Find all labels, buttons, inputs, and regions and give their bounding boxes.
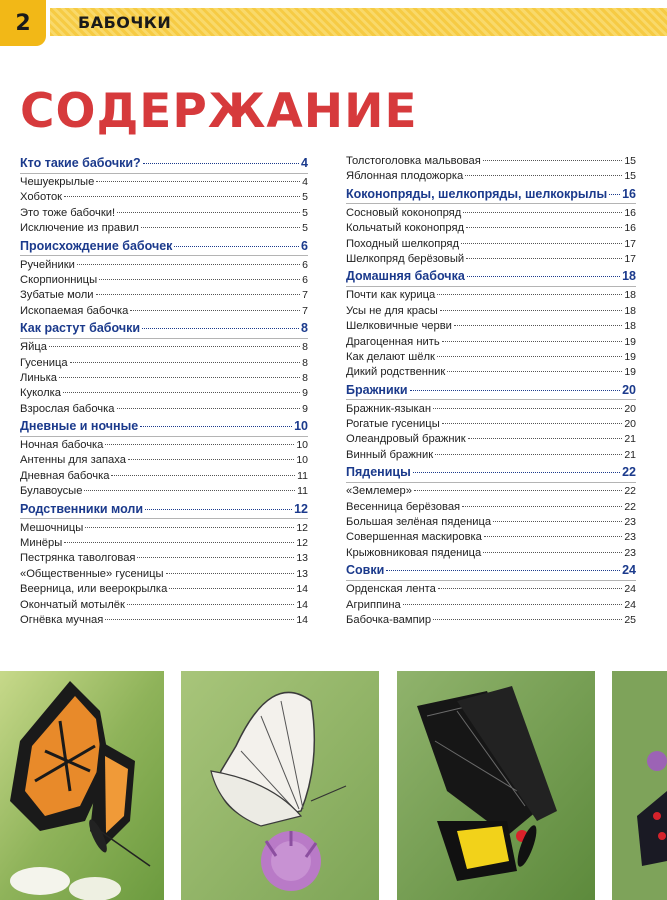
toc-leader-dots: [169, 588, 294, 589]
toc-leader-dots: [59, 377, 300, 378]
toc-section: [20, 418, 308, 437]
toc-page-number: 21: [624, 448, 636, 461]
toc-entry-title: Усы не для красы: [346, 304, 438, 317]
photo-burnet-moth: [612, 671, 667, 900]
toc-page-number: 19: [624, 350, 636, 363]
toc-entry: [346, 253, 636, 268]
toc-page-number: 23: [624, 531, 636, 544]
toc-entry-title: Коконопряды, шелкопряды, шелкокрылы: [346, 186, 608, 201]
toc-entry: [20, 614, 308, 629]
toc-page-number: 5: [302, 222, 308, 235]
toc-entry-title: Ручейники: [20, 258, 75, 271]
toc-entry: [20, 207, 308, 222]
toc-entry-title: Толстоголовка мальвовая: [346, 155, 481, 167]
toc-page-number: 15: [624, 155, 636, 167]
toc-page-number: 8: [302, 371, 308, 384]
toc-section: [20, 320, 308, 339]
toc-entry: [20, 372, 308, 387]
toc-leader-dots: [609, 194, 620, 195]
toc-entry-title: Рогатые гусеницы: [346, 418, 440, 431]
toc-leader-dots: [105, 619, 294, 620]
toc-leader-dots: [84, 490, 295, 491]
toc-leader-dots: [484, 536, 622, 537]
toc-entry-title: Пяденицы: [346, 465, 411, 480]
toc-entry-title: Совки: [346, 563, 385, 578]
toc-leader-dots: [442, 341, 623, 342]
toc-page-number: 16: [622, 186, 636, 201]
toc-leader-dots: [413, 472, 620, 473]
toc-section: [346, 268, 636, 287]
toc-entry-title: Булавоусые: [20, 485, 83, 498]
toc-entry: [20, 552, 308, 567]
toc-leader-dots: [117, 212, 300, 213]
toc-leader-dots: [141, 227, 300, 228]
toc-entry-title: Большая зелёная пяденица: [346, 516, 492, 529]
toc-page-number: 23: [624, 546, 636, 559]
toc-leader-dots: [435, 454, 622, 455]
toc-column-right: [346, 155, 636, 629]
toc-entry-title: Шелковичные черви: [346, 320, 452, 333]
toc-entry-title: Бражники: [346, 382, 408, 397]
toc-entry-title: Пестрянка таволговая: [20, 552, 136, 565]
toc-entry: [346, 583, 636, 598]
toc-leader-dots: [483, 160, 623, 161]
toc-entry: [346, 351, 636, 366]
toc-page-number: 20: [624, 402, 636, 415]
toc-entry-title: Совершенная маскировка: [346, 531, 482, 544]
toc-leader-dots: [64, 196, 300, 197]
toc-leader-dots: [414, 490, 622, 491]
toc-leader-dots: [166, 573, 295, 574]
toc-leader-dots: [467, 276, 620, 277]
toc-page-number: 9: [302, 387, 308, 400]
toc-section: [346, 382, 636, 401]
toc-entry-title: Хоботок: [20, 191, 63, 204]
toc-page-number: 16: [624, 206, 636, 219]
toc-entry: [20, 568, 308, 583]
toc-entry: [346, 614, 636, 629]
toc-leader-dots: [468, 438, 623, 439]
toc-entry-title: Минёры: [20, 537, 63, 550]
toc-page-number: 21: [624, 433, 636, 446]
toc-column-left: [20, 155, 308, 629]
toc-entry-title: Мешочницы: [20, 521, 84, 534]
toc-entry: [346, 238, 636, 253]
toc-leader-dots: [77, 264, 300, 265]
toc-page-number: 10: [294, 419, 308, 434]
toc-leader-dots: [483, 552, 622, 553]
toc-page-number: 18: [624, 320, 636, 333]
toc-entry: [20, 599, 308, 614]
toc-entry-title: Сосновый коконопряд: [346, 206, 462, 219]
toc-page-number: 19: [624, 366, 636, 379]
toc-entry-title: Дневные и ночные: [20, 419, 139, 434]
toc-page-number: 10: [296, 454, 308, 467]
toc-page-number: 14: [296, 598, 308, 611]
toc-entry: [20, 305, 308, 320]
toc-entry-title: Олеандровый бражник: [346, 433, 466, 446]
toc-entry: [346, 516, 636, 531]
toc-entry: [346, 289, 636, 304]
toc-leader-dots: [142, 328, 299, 329]
photo-black-swallowtail: [397, 671, 595, 900]
toc-page-number: 7: [302, 289, 308, 302]
toc-page-number: 18: [624, 304, 636, 317]
toc-entry-title: Гусеница: [20, 356, 68, 369]
toc-leader-dots: [433, 619, 622, 620]
toc-page-number: 6: [302, 273, 308, 286]
toc-page-number: 16: [624, 222, 636, 235]
toc-page-number: 4: [301, 156, 308, 170]
toc-leader-dots: [128, 459, 294, 460]
toc-section: [346, 464, 636, 483]
toc-entry: [20, 274, 308, 289]
toc-entry-title: Яблонная плодожорка: [346, 170, 464, 183]
toc-page-number: 18: [624, 289, 636, 302]
toc-leader-dots: [96, 294, 301, 295]
toc-leader-dots: [410, 390, 620, 391]
toc-entry-title: Веерница, или веерокрылка: [20, 583, 168, 596]
toc-entry: [20, 485, 308, 500]
toc-page-number: 14: [296, 613, 308, 626]
toc-page-number: 20: [624, 418, 636, 431]
toc-entry-title: Это тоже бабочки!: [20, 206, 116, 219]
toc-entry: [20, 341, 308, 356]
toc-page-number: 4: [302, 176, 308, 188]
toc-entry: [346, 222, 636, 237]
toc-entry: [20, 454, 308, 469]
toc-leader-dots: [111, 475, 295, 476]
toc-leader-dots: [49, 346, 300, 347]
toc-entry-title: Драгоценная нить: [346, 335, 440, 348]
toc-leader-dots: [465, 175, 622, 176]
toc-leader-dots: [127, 604, 294, 605]
toc-leader-dots: [70, 362, 301, 363]
toc-entry-title: Шелкопряд берёзовый: [346, 252, 465, 265]
toc-entry: [346, 599, 636, 614]
toc-entry: [20, 289, 308, 304]
toc-entry: [346, 501, 636, 516]
toc-page-number: 14: [296, 583, 308, 596]
toc-entry-title: Кто такие бабочки?: [20, 156, 141, 170]
toc-entry-title: Бражник-языкан: [346, 402, 432, 415]
toc-page-number: 12: [294, 501, 308, 516]
book-title: БАБОЧКИ: [78, 13, 172, 32]
toc-entry-title: Как растут бабочки: [20, 321, 141, 336]
toc-entry-title: Как делают шёлк: [346, 350, 435, 363]
toc-entry: [20, 191, 308, 206]
toc-page-number: 13: [296, 552, 308, 565]
toc-entry: [346, 305, 636, 320]
toc-leader-dots: [63, 392, 300, 393]
toc-entry-title: Линька: [20, 371, 57, 384]
toc-entry: [20, 583, 308, 598]
toc-entry-title: Куколка: [20, 387, 61, 400]
toc-entry: [346, 170, 636, 185]
toc-entry-title: Ископаемая бабочка: [20, 304, 129, 317]
toc-leader-dots: [105, 444, 294, 445]
toc-entry: [20, 259, 308, 274]
toc-entry-title: Антенны для запаха: [20, 454, 126, 467]
toc-leader-dots: [462, 506, 622, 507]
toc-leader-dots: [454, 325, 622, 326]
toc-entry: [346, 449, 636, 464]
toc-leader-dots: [143, 163, 299, 164]
toc-entry: [346, 433, 636, 448]
toc-entry: [346, 485, 636, 500]
toc-page-number: 15: [624, 170, 636, 183]
toc-section: [20, 238, 308, 257]
toc-leader-dots: [437, 294, 622, 295]
toc-leader-dots: [403, 604, 623, 605]
toc-entry-title: Почти как курица: [346, 289, 436, 302]
toc-leader-dots: [433, 408, 622, 409]
toc-entry-title: Домашняя бабочка: [346, 269, 465, 284]
toc-entry-title: Родственники моли: [20, 501, 144, 516]
toc-page-number: 6: [302, 258, 308, 271]
toc-entry-title: Взрослая бабочка: [20, 402, 115, 415]
toc-entry-title: Скорпионницы: [20, 273, 98, 286]
toc-leader-dots: [386, 570, 620, 571]
toc-entry-title: Ночная бабочка: [20, 439, 104, 452]
toc-page-number: 7: [302, 304, 308, 317]
toc-page-number: 23: [624, 516, 636, 529]
toc-entry: [346, 336, 636, 351]
toc-leader-dots: [140, 426, 292, 427]
page-title: СОДЕРЖАНИЕ: [20, 84, 418, 139]
toc-leader-dots: [96, 181, 300, 182]
toc-entry: [346, 531, 636, 546]
toc-entry-title: Окончатый мотылёк: [20, 598, 125, 611]
toc-entry-title: Бабочка-вампир: [346, 613, 432, 626]
toc-entry-title: Крыжовниковая пяденица: [346, 546, 482, 559]
toc-page-number: 13: [296, 567, 308, 580]
toc-entry-title: «Общественные» гусеницы: [20, 567, 164, 580]
toc-leader-dots: [145, 509, 292, 510]
toc-entry-title: Исключение из правил: [20, 222, 139, 235]
toc-page-number: 12: [296, 521, 308, 534]
toc-entry: [346, 320, 636, 335]
toc-leader-dots: [117, 408, 301, 409]
toc-page-number: 18: [622, 269, 636, 284]
toc-page-number: 11: [297, 485, 308, 498]
toc-entry-title: Весенница берёзовая: [346, 500, 461, 513]
toc-entry-title: Зубатые моли: [20, 289, 94, 302]
toc-entry: [346, 155, 636, 170]
toc-entry: [20, 439, 308, 454]
toc-entry: [20, 176, 308, 191]
toc-entry-title: «Землемер»: [346, 485, 412, 498]
toc-entry: [346, 207, 636, 222]
photo-white-butterfly: [181, 671, 379, 900]
toc-leader-dots: [461, 243, 622, 244]
toc-entry: [346, 403, 636, 418]
toc-entry-title: Агриппина: [346, 598, 401, 611]
toc-page-number: 17: [624, 252, 636, 265]
photo-strip: [0, 671, 667, 900]
toc-leader-dots: [442, 423, 623, 424]
toc-entry: [20, 387, 308, 402]
toc-entry: [20, 403, 308, 418]
toc-entry-title: Дикий родственник: [346, 366, 446, 379]
toc-section: [346, 186, 636, 205]
toc-leader-dots: [137, 557, 294, 558]
toc-page-number: 12: [296, 537, 308, 550]
toc-page-number: 24: [622, 563, 636, 578]
toc-entry: [346, 418, 636, 433]
page-number: 2: [0, 0, 46, 46]
toc-entry-title: Огнёвка мучная: [20, 613, 104, 626]
toc-entry: [346, 547, 636, 562]
toc-entry-title: Походный шелкопряд: [346, 237, 460, 250]
toc-entry: [20, 357, 308, 372]
page-header: [0, 0, 667, 46]
toc-page-number: 6: [301, 238, 308, 253]
toc-leader-dots: [174, 246, 299, 247]
toc-page-number: 22: [624, 485, 636, 498]
toc-entry: [346, 366, 636, 381]
toc-page-number: 22: [622, 465, 636, 480]
toc-page-number: 8: [301, 321, 308, 336]
toc-leader-dots: [466, 258, 622, 259]
toc-entry-title: Орденская лента: [346, 583, 436, 596]
toc-leader-dots: [463, 212, 622, 213]
toc-entry-title: Винный бражник: [346, 448, 434, 461]
toc-page-number: 24: [624, 583, 636, 596]
toc-page-number: 8: [302, 341, 308, 354]
toc-page-number: 22: [624, 500, 636, 513]
toc-entry-title: Яйца: [20, 341, 47, 354]
toc-entry: [20, 522, 308, 537]
toc-leader-dots: [99, 279, 300, 280]
photo-tiger-butterfly: [0, 671, 164, 900]
toc-page-number: 11: [297, 469, 308, 482]
toc-page-number: 8: [302, 356, 308, 369]
toc-page-number: 20: [622, 382, 636, 397]
toc-entry-title: Чешуекрылые: [20, 176, 95, 188]
toc-leader-dots: [466, 227, 622, 228]
toc-section: [20, 501, 308, 520]
toc-entry-title: Кольчатый коконопряд: [346, 222, 465, 235]
toc-page-number: 19: [624, 335, 636, 348]
toc-leader-dots: [64, 542, 294, 543]
toc-leader-dots: [440, 310, 623, 311]
toc-page-number: 17: [624, 237, 636, 250]
toc-entry: [20, 222, 308, 237]
toc-leader-dots: [493, 521, 622, 522]
toc-page-number: 10: [296, 439, 308, 452]
toc-page-number: 25: [624, 613, 636, 626]
toc-leader-dots: [447, 371, 622, 372]
toc-entry: [20, 470, 308, 485]
toc-page-number: 5: [302, 206, 308, 219]
toc-leader-dots: [437, 356, 622, 357]
toc-page-number: 24: [624, 598, 636, 611]
toc-leader-dots: [130, 310, 300, 311]
toc-leader-dots: [438, 588, 622, 589]
toc-page-number: 9: [302, 402, 308, 415]
toc-page-number: 5: [302, 191, 308, 204]
toc-entry: [20, 537, 308, 552]
toc-section: [20, 155, 308, 174]
toc-entry-title: Происхождение бабочек: [20, 238, 173, 253]
toc-entry-title: Дневная бабочка: [20, 469, 110, 482]
toc-section: [346, 562, 636, 581]
toc-leader-dots: [85, 527, 294, 528]
